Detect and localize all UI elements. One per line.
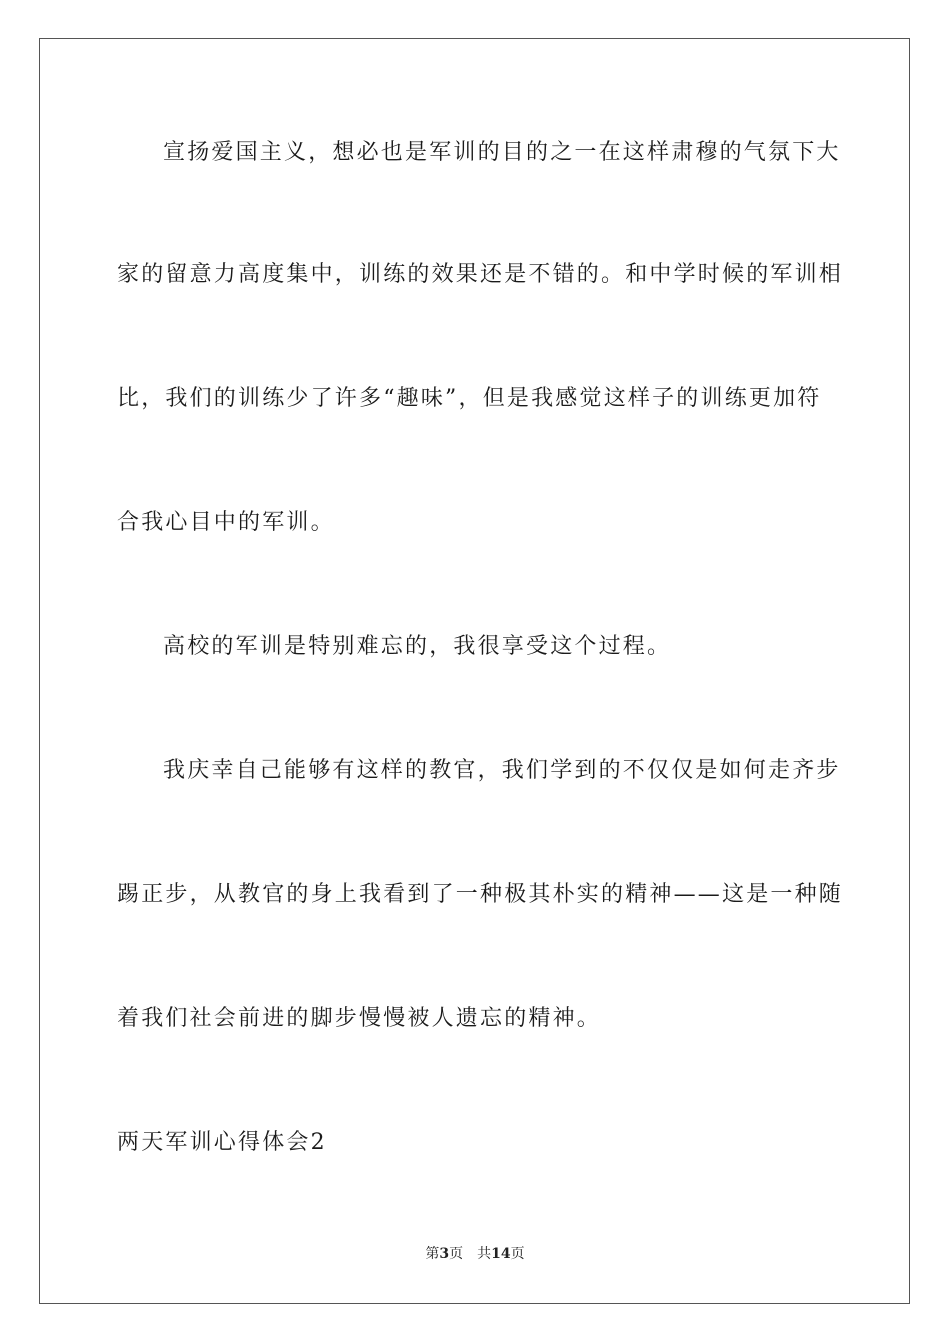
paragraph-1-line-1: 宣扬爱国主义，想必也是军训的目的之一在这样肃穆的气氛下大: [163, 140, 841, 165]
footer-page-number: 3: [439, 1246, 450, 1262]
paragraph-3-line-2: 踢正步，从教官的身上我看到了一种极其朴实的精神——这是一种随: [117, 882, 844, 907]
paragraph-1-line-4: 合我心目中的军训。: [117, 510, 335, 535]
footer-total-pages: 14: [491, 1246, 511, 1262]
page-footer: [0, 1244, 950, 1264]
footer-page-prefix: 第: [425, 1246, 440, 1262]
paragraph-3-line-1: 我庆幸自己能够有这样的教官，我们学到的不仅仅是如何走齐步: [163, 758, 841, 783]
footer-total-suffix: 页: [510, 1246, 525, 1262]
paragraph-2-line-1: 高校的军训是特别难忘的，我很享受这个过程。: [163, 634, 672, 659]
paragraph-1-line-3: 比，我们的训练少了许多“趣味”，但是我感觉这样子的训练更加符: [117, 386, 822, 411]
paragraph-1-line-2: 家的留意力高度集中，训练的效果还是不错的。和中学时候的军训相: [117, 262, 844, 287]
footer-page-suffix: 页: [449, 1246, 464, 1262]
paragraph-3-line-3: 着我们社会前进的脚步慢慢被人遗忘的精神。: [117, 1006, 602, 1031]
footer-total-prefix: 共: [477, 1246, 492, 1262]
page-border: [39, 38, 910, 1304]
section-heading: 两天军训心得体会2: [117, 1130, 327, 1155]
